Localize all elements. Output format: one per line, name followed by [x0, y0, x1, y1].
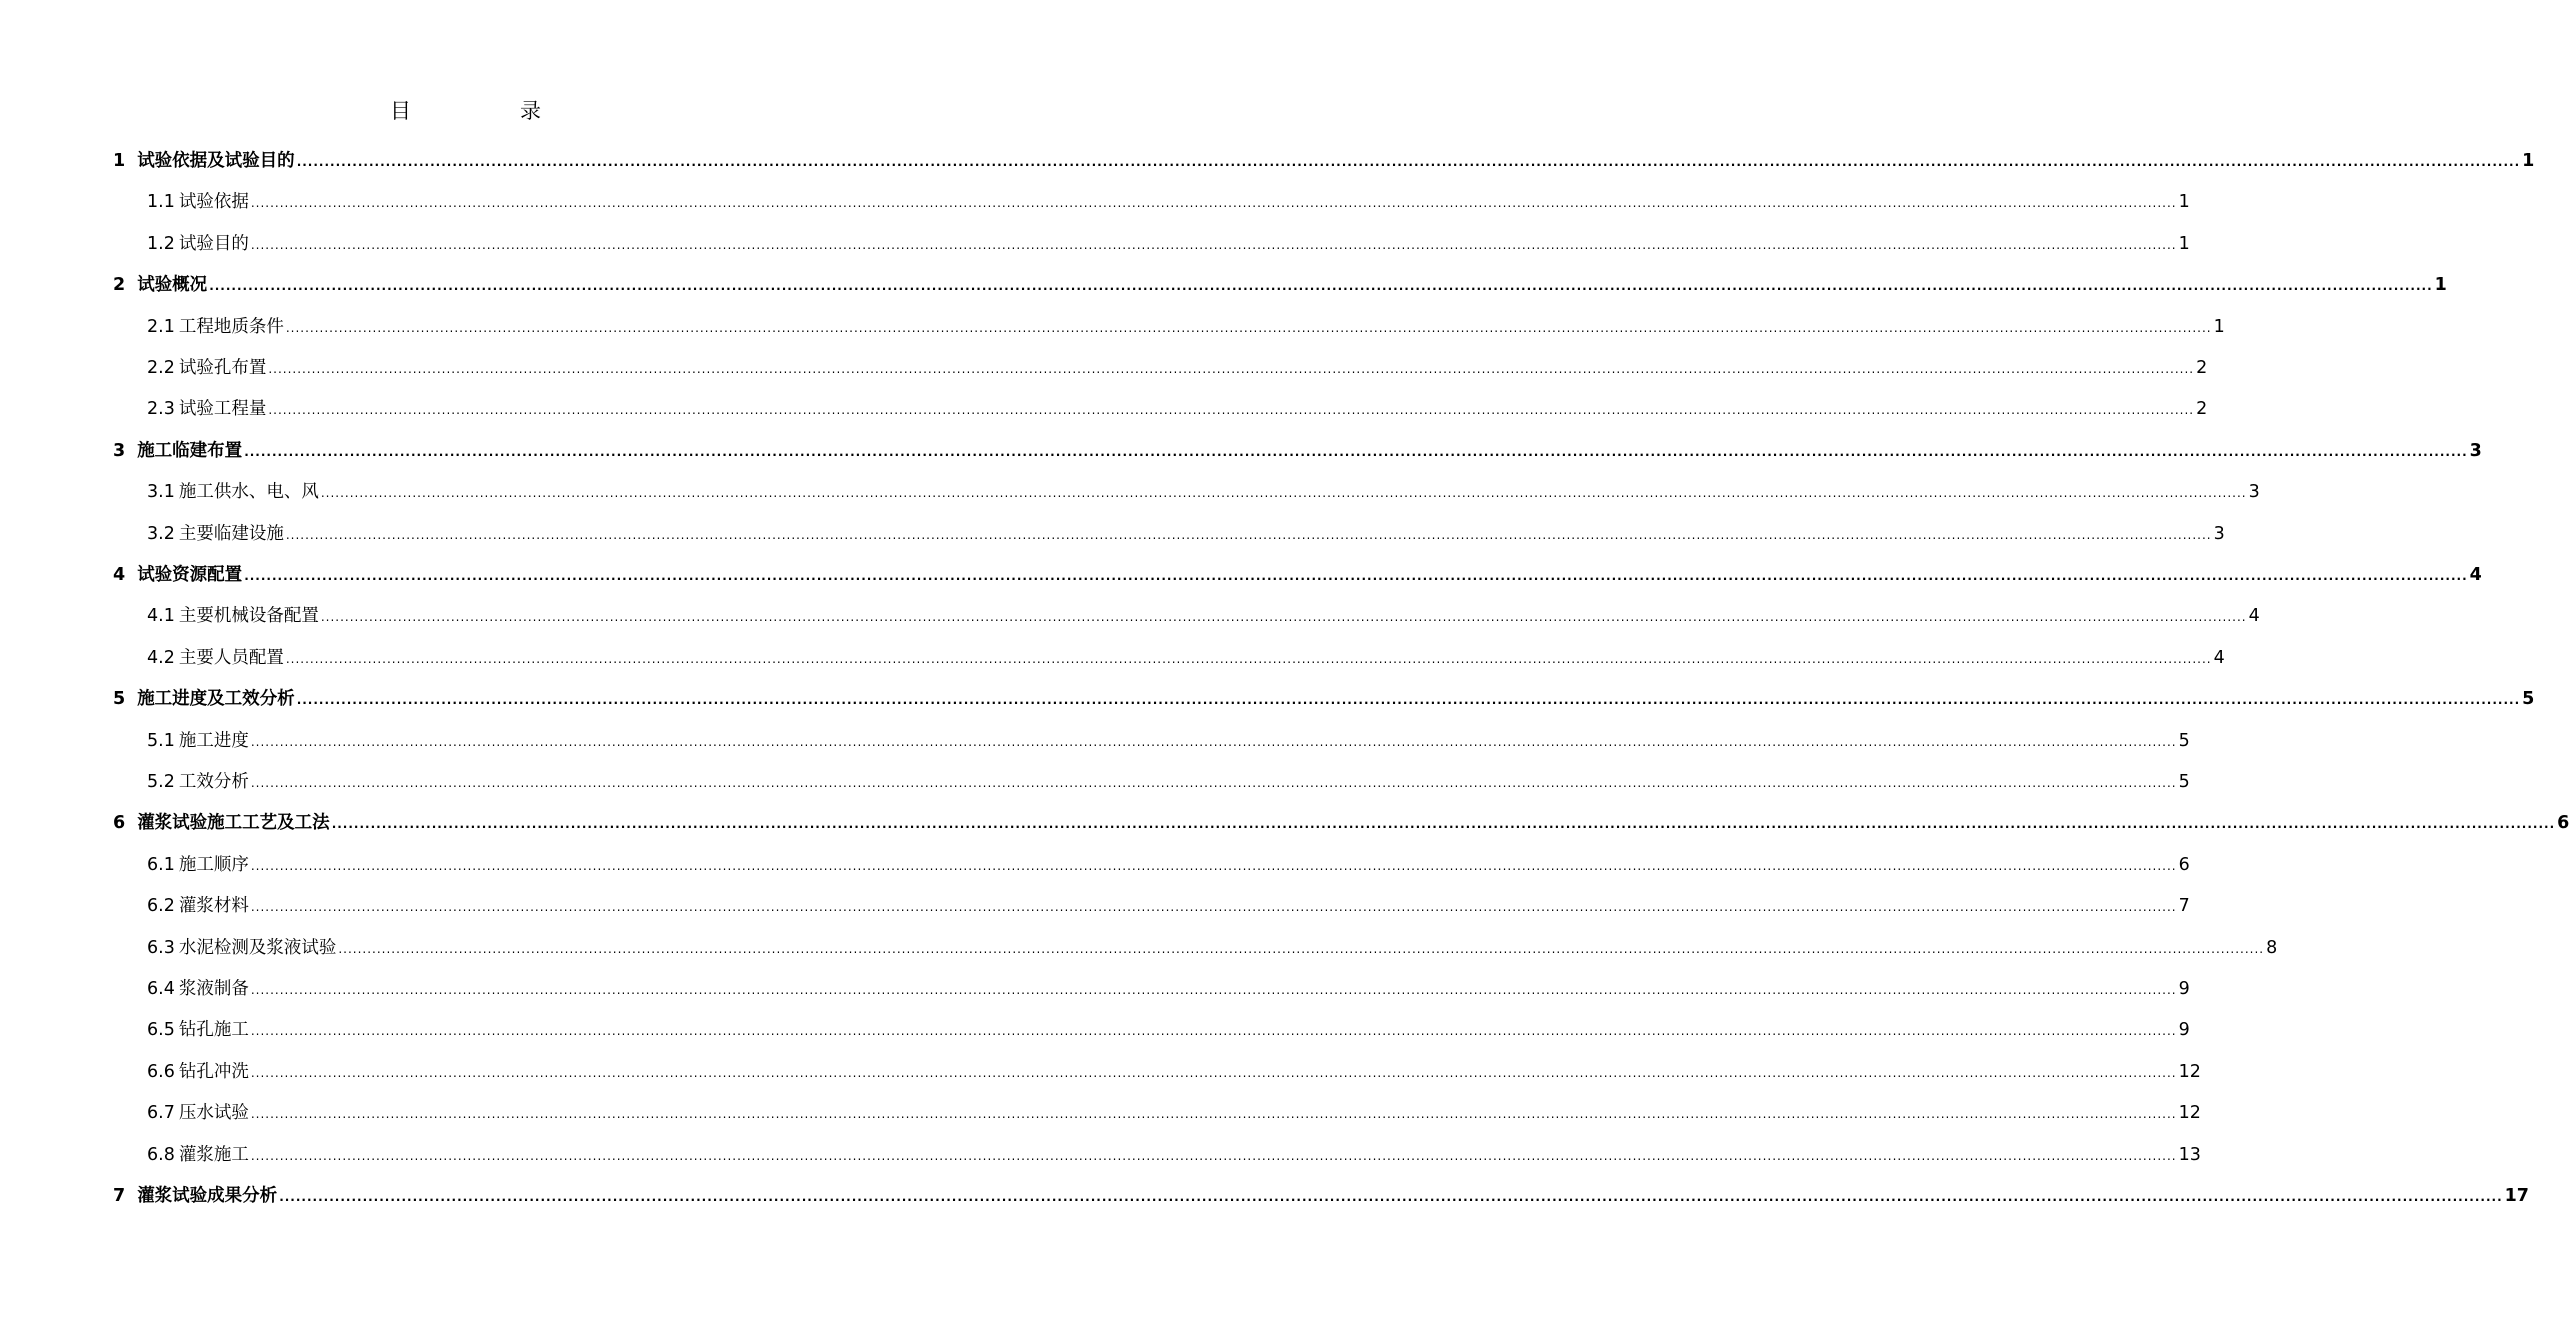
toc-entry-number: 6	[113, 813, 126, 834]
toc-entry-label: 灌浆试验施工工艺及工法	[137, 813, 330, 834]
toc-entry-number: 2.2	[147, 358, 175, 378]
toc-dot-leader: ................................................................................................................................................................................................................................................................................................................................................................................................................	[244, 569, 2468, 583]
toc-entry[interactable]	[147, 1052, 2201, 1093]
toc-entry-page-number: 4	[2213, 647, 2225, 668]
toc-entry[interactable]	[147, 389, 2208, 430]
toc-entry-page-number: 2	[2196, 358, 2208, 378]
toc-entry-label: 试验资源配置	[137, 565, 243, 585]
toc-entry-label: 灌浆试验成果分析	[137, 1186, 278, 1206]
toc-dot-leader: ................................................................................................................................................................................................................................................................................................................................................................................................................	[285, 320, 2212, 335]
toc-entry-label: 施工供水、电、风	[178, 482, 319, 503]
toc-dot-leader: ................................................................................................................................................................................................................................................................................................................................................................................................................	[285, 651, 2212, 666]
toc-entry-number: 7	[113, 1186, 126, 1206]
toc-dot-leader: ................................................................................................................................................................................................................................................................................................................................................................................................................	[285, 527, 2212, 542]
toc-entry-number: 5.2	[147, 772, 175, 792]
toc-entry-number: 1.2	[147, 233, 175, 254]
toc-dot-leader: ................................................................................................................................................................................................................................................................................................................................................................................................................	[250, 237, 2177, 252]
toc-entry-label: 工效分析	[178, 772, 249, 792]
toc-entry-page-number: 12	[2178, 1061, 2201, 1082]
toc-entry-page-number: 6	[2178, 854, 2190, 875]
toc-entry-number: 1.1	[147, 192, 175, 213]
toc-dot-leader: ................................................................................................................................................................................................................................................................................................................................................................................................................	[320, 610, 2247, 625]
toc-entry-label: 试验目的	[178, 233, 249, 254]
toc-entry-page-number: 13	[2178, 1144, 2201, 1165]
toc-entry-number: 6.2	[147, 896, 175, 917]
toc-dot-leader: ................................................................................................................................................................................................................................................................................................................................................................................................................	[250, 734, 2177, 749]
toc-entry-label: 试验依据	[178, 192, 249, 213]
toc-entry-page-number: 1	[2213, 316, 2225, 337]
toc-entry[interactable]	[147, 969, 2190, 1010]
toc-entry[interactable]	[147, 1010, 2190, 1051]
toc-entry-number: 6.4	[147, 979, 175, 999]
toc-entry-page-number: 1	[2178, 233, 2190, 254]
toc-dot-leader: ................................................................................................................................................................................................................................................................................................................................................................................................................	[250, 900, 2177, 915]
toc-entry-label: 钻孔冲洗	[178, 1061, 249, 1082]
toc-entry-number: 2.1	[147, 316, 175, 337]
toc-entry-label: 钻孔施工	[178, 1020, 249, 1041]
toc-entry[interactable]	[113, 555, 2482, 596]
toc-entry-number: 6.7	[147, 1103, 175, 1124]
toc-entry-number: 4.1	[147, 606, 175, 627]
toc-entry-page-number: 1	[2522, 151, 2535, 171]
toc-entry[interactable]	[147, 886, 2190, 927]
toc-entry-number: 6.8	[147, 1144, 175, 1165]
toc-entry-label: 主要临建设施	[178, 523, 284, 544]
toc-entry-label: 灌浆材料	[178, 896, 249, 917]
toc-entry-label: 灌浆施工	[178, 1144, 249, 1165]
toc-entry-label: 试验孔布置	[178, 358, 267, 378]
toc-entry[interactable]	[147, 224, 2190, 265]
toc-entry-number: 2	[113, 275, 126, 296]
toc-entry[interactable]	[147, 307, 2225, 348]
toc-entry-label: 试验依据及试验目的	[137, 151, 295, 171]
toc-dot-leader: ................................................................................................................................................................................................................................................................................................................................................................................................................	[250, 1107, 2177, 1122]
toc-dot-leader: ................................................................................................................................................................................................................................................................................................................................................................................................................	[279, 1190, 2503, 1204]
toc-entry-number: 4.2	[147, 647, 175, 668]
toc-dot-leader: ................................................................................................................................................................................................................................................................................................................................................................................................................	[268, 403, 2195, 418]
toc-dot-leader: ................................................................................................................................................................................................................................................................................................................................................................................................................	[250, 983, 2177, 997]
toc-entry-number: 3	[113, 440, 126, 461]
toc-entry-page-number: 3	[2213, 523, 2225, 544]
toc-entry[interactable]	[113, 141, 2535, 182]
toc-entry[interactable]	[147, 928, 2278, 969]
toc-entry-page-number: 6	[2557, 813, 2569, 834]
toc-entry-page-number: 3	[2469, 440, 2482, 461]
toc-entry-label: 施工进度	[178, 730, 249, 751]
toc-entry[interactable]	[113, 431, 2482, 472]
toc-entry-number: 3.2	[147, 523, 175, 544]
toc-dot-leader: ................................................................................................................................................................................................................................................................................................................................................................................................................	[296, 155, 2521, 169]
toc-entry-page-number: 8	[2266, 937, 2278, 958]
toc-entry[interactable]	[147, 721, 2190, 762]
toc-entry-number: 5.1	[147, 730, 175, 751]
toc-dot-leader: ................................................................................................................................................................................................................................................................................................................................................................................................................	[250, 1065, 2177, 1080]
toc-entry-page-number: 12	[2178, 1103, 2201, 1124]
toc-entry-label: 主要人员配置	[178, 647, 284, 668]
toc-entry[interactable]	[113, 803, 2569, 844]
toc-entry[interactable]	[147, 762, 2190, 803]
toc-entry-number: 1	[113, 151, 126, 171]
toc-entry-label: 水泥检测及浆液试验	[178, 937, 337, 958]
toc-entry[interactable]	[147, 638, 2225, 679]
toc-dot-leader: ................................................................................................................................................................................................................................................................................................................................................................................................................	[296, 693, 2521, 708]
toc-dot-leader: ................................................................................................................................................................................................................................................................................................................................................................................................................	[331, 817, 2556, 832]
toc-dot-leader: ................................................................................................................................................................................................................................................................................................................................................................................................................	[250, 858, 2177, 873]
toc-dot-leader: ................................................................................................................................................................................................................................................................................................................................................................................................................	[268, 362, 2195, 376]
toc-entry-number: 6.1	[147, 854, 175, 875]
toc-entry[interactable]	[147, 182, 2190, 223]
toc-entry-label: 试验概况	[137, 275, 208, 296]
toc-entry-label: 施工进度及工效分析	[137, 689, 295, 710]
toc-entry-label: 浆液制备	[178, 979, 249, 999]
toc-entry-label: 施工临建布置	[137, 440, 243, 461]
toc-entry-page-number: 9	[2178, 979, 2190, 999]
toc-dot-leader: ................................................................................................................................................................................................................................................................................................................................................................................................................	[250, 196, 2177, 211]
toc-entry-number: 5	[113, 689, 126, 710]
toc-entry-page-number: 7	[2178, 896, 2190, 917]
toc-dot-leader: ................................................................................................................................................................................................................................................................................................................................................................................................................	[244, 444, 2468, 459]
toc-entry-page-number: 4	[2248, 606, 2260, 627]
toc-dot-leader: ................................................................................................................................................................................................................................................................................................................................................................................................................	[209, 279, 2433, 294]
toc-dot-leader: ................................................................................................................................................................................................................................................................................................................................................................................................................	[250, 776, 2177, 790]
toc-entry-page-number: 4	[2469, 565, 2482, 585]
toc-entry[interactable]	[147, 472, 2260, 513]
toc-entry-number: 6.3	[147, 937, 175, 958]
toc-dot-leader: ................................................................................................................................................................................................................................................................................................................................................................................................................	[338, 941, 2265, 956]
toc-entry[interactable]	[147, 514, 2225, 555]
toc-entry-page-number: 1	[2434, 275, 2447, 296]
toc-entry[interactable]	[147, 845, 2190, 886]
toc-entry-page-number: 17	[2504, 1186, 2529, 1206]
toc-entry-page-number: 5	[2178, 772, 2190, 792]
toc-entry-number: 2.3	[147, 399, 175, 420]
toc-entry-label: 工程地质条件	[178, 316, 284, 337]
toc-entry-number: 3.1	[147, 482, 175, 503]
toc-entry[interactable]	[113, 265, 2447, 306]
toc-entry-label: 试验工程量	[178, 399, 267, 420]
toc-entry-page-number: 5	[2178, 730, 2190, 751]
toc-title: 目 录	[390, 99, 585, 123]
toc-entry-label: 施工顺序	[178, 854, 249, 875]
toc-entry-page-number: 3	[2248, 482, 2260, 503]
toc-dot-leader: ................................................................................................................................................................................................................................................................................................................................................................................................................	[320, 486, 2247, 501]
toc-entry-page-number: 9	[2178, 1020, 2190, 1041]
toc-entry-number: 6.6	[147, 1061, 175, 1082]
toc-entry-number: 4	[113, 565, 126, 585]
toc-entry[interactable]	[147, 348, 2208, 389]
toc-entry-page-number: 5	[2522, 689, 2535, 710]
toc-entry-number: 6.5	[147, 1020, 175, 1041]
toc-dot-leader: ................................................................................................................................................................................................................................................................................................................................................................................................................	[250, 1024, 2177, 1039]
toc-dot-leader: ................................................................................................................................................................................................................................................................................................................................................................................................................	[250, 1148, 2177, 1163]
toc-entry[interactable]	[113, 1176, 2529, 1217]
toc-entry[interactable]	[147, 1093, 2201, 1134]
toc-entry[interactable]	[113, 679, 2535, 720]
toc-entry-page-number: 2	[2196, 399, 2208, 420]
toc-entry-label: 主要机械设备配置	[178, 606, 319, 627]
toc-entry[interactable]	[147, 596, 2260, 637]
toc-entry-label: 压水试验	[178, 1103, 249, 1124]
toc-entry[interactable]	[147, 1135, 2201, 1176]
toc-entry-page-number: 1	[2178, 192, 2190, 213]
